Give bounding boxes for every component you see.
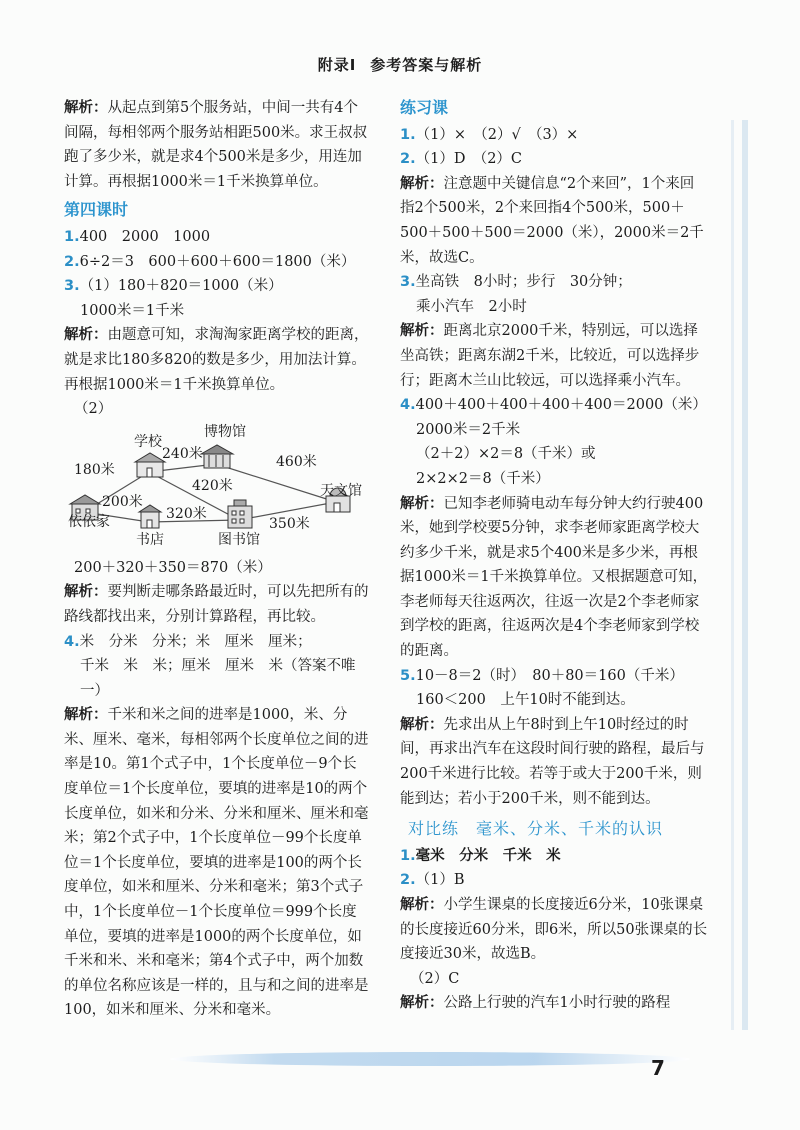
distance-school-library: 420米 bbox=[192, 477, 233, 494]
question-4-line2: 千米 米 米；厘米 厘米 米（答案不唯一） bbox=[80, 658, 356, 699]
label-bookstore: 书店 bbox=[136, 531, 164, 548]
label-observatory: 天文馆 bbox=[320, 482, 362, 499]
left-column bbox=[64, 96, 369, 1023]
practice-2-explanation: 解析：注意题中关键信息“2个来回”，1个来回指2个500米，2个来回指4个500米，500＋500＋500＋500＝2000（米），2000米＝2千米，故选C。 bbox=[400, 175, 704, 266]
label-library: 图书馆 bbox=[218, 531, 260, 548]
appendix-label: 附录Ⅰ bbox=[317, 56, 357, 74]
compare-2-part2: （2）C bbox=[410, 970, 460, 987]
compare-2: 2.（1）B bbox=[400, 872, 465, 889]
school-building-icon bbox=[135, 453, 165, 477]
question-3-explanation-2: 解析：要判断走哪条路最近时，可以先把所有的路线都找出来，分别计算路程，再比较。 bbox=[64, 584, 369, 625]
question-4-explanation: 解析：千米和米之间的进率是1000，米、分米、厘米、毫米，每相邻两个长度单位之间的进率是10。第1个式子中，1个长度单位－9个长度单位＝1个长度单位，要填的进率是10的两个长度单位，如米和分米、分米和厘米、厘米和毫米；第2个式子中，1个长度单位－99个长度单位＝1个长度单位，要填的进率是100的两个长度单位，如米和厘米、分米和毫米；第3个式子中，1个长度单位－1个长度单位＝999个长度单位，要填的进率是1000的两个长度单位，如千米和米、米和毫米；第4个式子中，两个加数的单位名称应该是一样的，且与和之间的进率是100，如米和厘米、分米和毫米。 bbox=[64, 707, 369, 1019]
label-museum: 博物馆 bbox=[204, 423, 246, 440]
practice-5: 5.10－8＝2（时） 80＋80＝160（千米） bbox=[400, 667, 684, 684]
practice-4-line4: 2×2×2＝8（千米） bbox=[416, 470, 550, 487]
route-diagram bbox=[64, 424, 369, 554]
practice-4-explanation: 解析：已知李老师骑电动车每分钟大约行驶400米，她到学校要5分钟，求李老师家距离学校大约多少千米，就是求5个400米是多少米，再根据1000米＝1千米换算单位。又根据题意可知，李老师每天往返两次，往返一次是2个李老师家到学校的距离，往返两次是4个李老师家到学校的距离。 bbox=[400, 495, 708, 660]
distance-library-observatory: 350米 bbox=[269, 515, 310, 532]
question-3-calculation: 200＋320＋350＝870（米） bbox=[74, 559, 272, 576]
header-title: 参考答案与解析 bbox=[370, 56, 483, 74]
label-school: 学校 bbox=[134, 433, 162, 450]
footer-wave-decoration bbox=[170, 1052, 690, 1066]
compare-2-explanation-2: 解析：公路上行驶的汽车1小时行驶的路程 bbox=[400, 995, 671, 1012]
practice-5-explanation: 解析：先求出从上午8时到上午10时经过的时间，再求出汽车在这段时间行驶的路程，最后与200千米进行比较。若等于或大于200千米，则能到达；若小于200千米，则不能到达。 bbox=[400, 716, 705, 807]
compare-2-explanation: 解析：小学生课桌的长度接近6分米，10张课桌的长度接近60分米，即6米，所以50张课桌的长度接近30米，故选B。 bbox=[400, 897, 708, 963]
distance-home-bookstore: 200米 bbox=[102, 493, 143, 510]
library-building-icon bbox=[228, 500, 252, 528]
question-3: 3.（1）180＋820＝1000（米） bbox=[64, 278, 283, 295]
distance-bookstore-library: 320米 bbox=[166, 505, 207, 522]
question-3-part2: （2） bbox=[74, 401, 113, 418]
question-3-line2: 1000米＝1千米 bbox=[80, 302, 185, 319]
intro-explanation: 解析：从起点到第5个服务站，中间一共有4个间隔，每相邻两个服务站相距500米。求王叔叔跑了多少米，就是求4个500米是多少，用连加计算。再根据1000米＝1千米换算单位。 bbox=[64, 100, 368, 190]
practice-2: 2.（1）D （2）C bbox=[400, 151, 523, 168]
practice-title: 练习课 bbox=[400, 98, 449, 117]
museum-building-icon bbox=[201, 445, 233, 468]
practice-4-line3: （2＋2）×2＝8（千米）或 bbox=[416, 446, 596, 463]
practice-3-line2: 乘小汽车 2小时 bbox=[416, 298, 527, 315]
label-home: 依依家 bbox=[68, 513, 110, 530]
distance-school-museum: 240米 bbox=[162, 445, 203, 462]
page-number: 7 bbox=[651, 1056, 665, 1080]
compare-1: 1.毫米 分米 千米 米 bbox=[400, 847, 561, 864]
question-3-explanation: 解析：由题意可知，求淘淘家距离学校的距离，就是求比180多820的数是多少，用加法计算。再根据1000米＝1千米换算单位。 bbox=[64, 327, 369, 393]
distance-home-school: 180米 bbox=[74, 461, 115, 478]
question-4: 4.米 分米 分米；米 厘米 厘米； bbox=[64, 633, 312, 650]
practice-3-explanation: 解析：距离北京2000千米，特别远，可以选择坐高铁；距离东湖2千米，比较近，可以选择步行；距离木兰山比较远，可以选择乘小汽车。 bbox=[400, 323, 700, 389]
practice-1: 1.（1）× （2）√ （3）× bbox=[400, 126, 579, 143]
side-decoration bbox=[708, 120, 748, 1030]
compare-title: 对比练 毫米、分米、千米的认识 bbox=[408, 819, 664, 839]
distance-museum-observatory: 460米 bbox=[276, 453, 317, 470]
question-1: 1.400 2000 1000 bbox=[64, 228, 211, 245]
practice-3: 3.坐高铁 8小时；步行 30分钟； bbox=[400, 274, 632, 291]
question-2: 2.6÷2＝3 600＋600＋600＝1800（米） bbox=[64, 253, 356, 270]
lesson-title: 第四课时 bbox=[64, 200, 129, 220]
practice-4-line2: 2000米＝2千米 bbox=[416, 421, 521, 438]
page-header bbox=[0, 54, 800, 75]
practice-5-line2: 160＜200 上午10时不能到达。 bbox=[416, 692, 635, 709]
right-column bbox=[400, 96, 708, 1016]
practice-4: 4.400＋400＋400＋400＋400＝2000（米） bbox=[400, 397, 707, 414]
